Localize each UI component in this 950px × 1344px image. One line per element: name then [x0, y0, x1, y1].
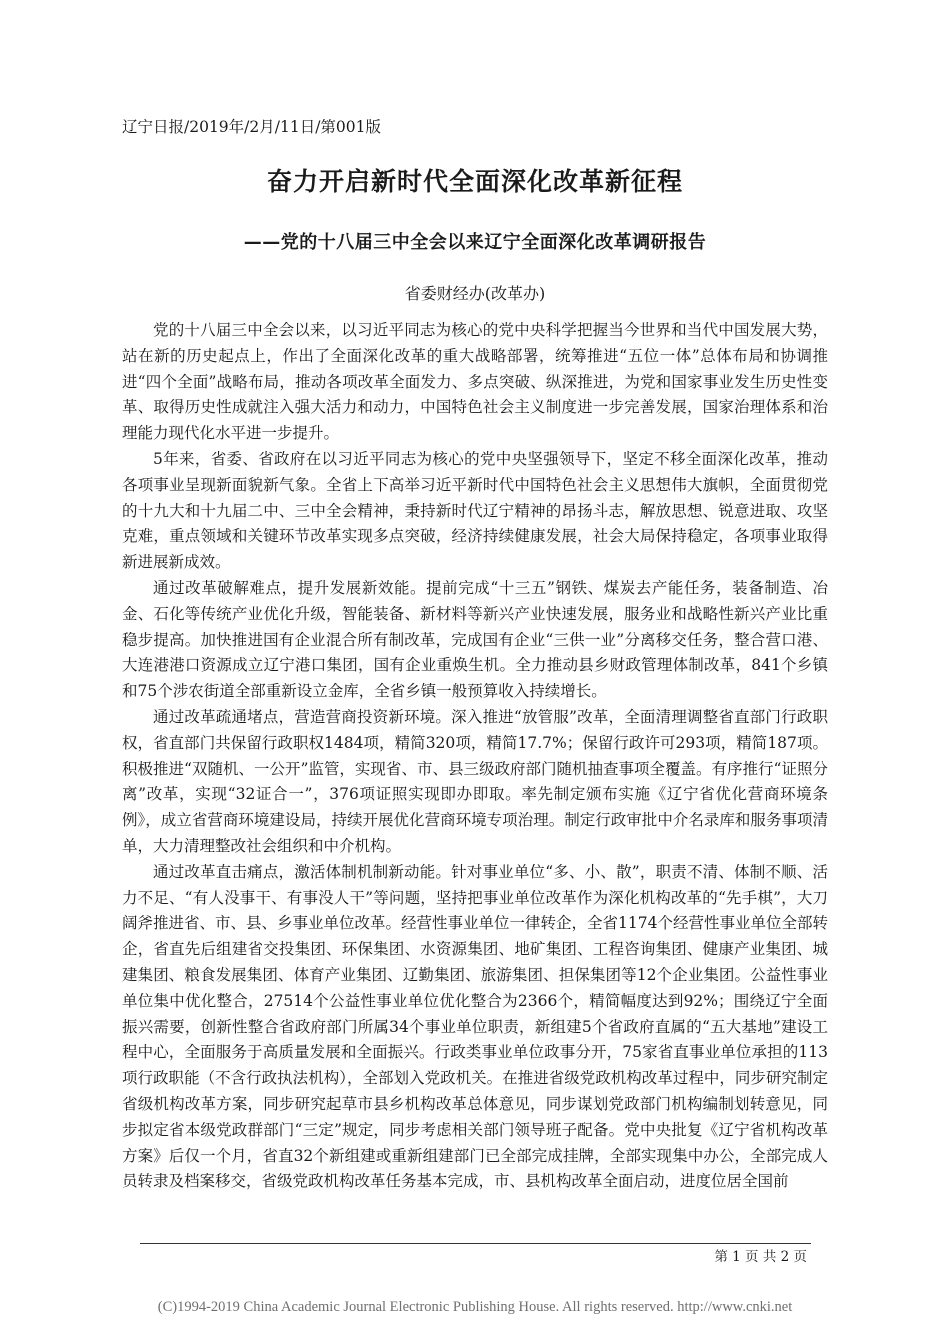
- paragraph-5: 通过改革直击痛点，激活体制机制新动能。针对事业单位“多、小、散”，职责不清、体制不顺、活力不足、“有人没事干、有事没人干”等问题，坚持把事业单位改革作为深化机构改革的“先手棋”，大刀阔斧推进省、市、县、乡事业单位改革。经营性事业单位一律转企，全省1174个经营性事业单位全部转企，省直先后组建省交投集团、环保集团、水资源集团、地矿集团、工程咨询集团、健康产业集团、城建集团、粮食发展集团、体育产业集团、辽勤集团、旅游集团、担保集团等12个企业集团。公益性事业单位集中优化整合，27514个公益性事业单位优化整合为2366个，精简幅度达到92%；围绕辽宁全面振兴需要，创新性整合省政府部门所属34个事业单位职责，新组建5个省政府直属的“五大基地”建设工程中心，全面服务于高质量发展和全面振兴。行政类事业单位政事分开，75家省直事业单位承担的113项行政职能（不含行政执法机构），全部划入党政机关。在推进省级党政机构改革过程中，同步研究制定省级机构改革方案，同步研究起草市县乡机构改革总体意见，同步谋划党政部门机构编制划转意见，同步拟定省本级党政群部门“三定”规定，同步考虑相关部门领导班子配备。党中央批复《辽宁省机构改革方案》后仅一个月，省直32个新组建或重新组建部门已全部完成挂牌，全部实现集中办公，全部完成人员转隶及档案移交，省级党政机构改革任务基本完成，市、县机构改革全面启动，进度位居全国前: [122, 862, 828, 1191]
- copyright-notice: (C)1994-2019 China Academic Journal Electronic Publishing House. All rights reserved. http://www.cnki.net: [157, 1299, 793, 1315]
- article-author: 省委财经办(改革办): [404, 284, 546, 303]
- article-body: [122, 318, 828, 1195]
- paragraph-4: 通过改革疏通堵点，营造营商投资新环境。深入推进“放管服”改革，全面清理调整省直部门行政职权，省直部门共保留行政职权1484项，精简320项，精简17.7%；保留行政许可293项，精简187项。积极推进“双随机、一公开”监管，实现省、市、县三级政府部门随机抽查事项全覆盖。有序推行“证照分离”改革，实现“32证合一”，376项证照实现即办即取。率先制定颁布实施《辽宁省优化营商环境条例》，成立省营商环境建设局，持续开展优化营商环境专项治理。制定行政审批中介名录库和服务事项清单，大力清理整改社会组织和中介机构。: [122, 707, 828, 855]
- paragraph-2: 5年来，省委、省政府在以习近平同志为核心的党中央坚强领导下，坚定不移全面深化改革，推动各项事业呈现新面貌新气象。全省上下高举习近平新时代中国特色社会主义思想伟大旗帜，全面贯彻党的十九大和十九届二中、三中全会精神，秉持新时代辽宁精神的昂扬斗志，解放思想、锐意进取、攻坚克难，重点领域和关键环节改革实现多点突破，经济持续健康发展，社会大局保持稳定，各项事业取得新进展新成效。: [122, 449, 828, 572]
- article-subtitle: ——党的十八届三中全会以来辽宁全面深化改革调研报告: [243, 232, 707, 253]
- paragraph-1: 党的十八届三中全会以来，以习近平同志为核心的党中央科学把握当今世界和当代中国发展大势，站在新的历史起点上，作出了全面深化改革的重大战略部署，统筹推进“五位一体”总体布局和协调推进“四个全面”战略布局，推动各项改革全面发力、多点突破、纵深推进，为党和国家事业发生历史性变革、取得历史性成就注入强大活力和动力，中国特色社会主义制度进一步完善发展，国家治理体系和治理能力现代化水平进一步提升。: [122, 321, 828, 443]
- publication-source: 辽宁日报/2019年/2月/11日/第001版: [122, 118, 382, 136]
- page-indicator: 第 1 页 共 2 页: [714, 1249, 807, 1265]
- article-title: 奋力开启新时代全面深化改革新征程: [266, 167, 683, 196]
- paragraph-3: 通过改革破解难点，提升发展新效能。提前完成“十三五”钢铁、煤炭去产能任务，装备制造、冶金、石化等传统产业优化升级，智能装备、新材料等新兴产业快速发展，服务业和战略性新兴产业比重稳步提高。加快推进国有企业混合所有制改革，完成国有企业“三供一业”分离移交任务，整合营口港、大连港港口资源成立辽宁港口集团，国有企业重焕生机。全力推动县乡财政管理体制改革，841个乡镇和75个涉农街道全部重新设立金库，全省乡镇一般预算收入持续增长。: [122, 578, 828, 701]
- footer-divider: [140, 1243, 811, 1244]
